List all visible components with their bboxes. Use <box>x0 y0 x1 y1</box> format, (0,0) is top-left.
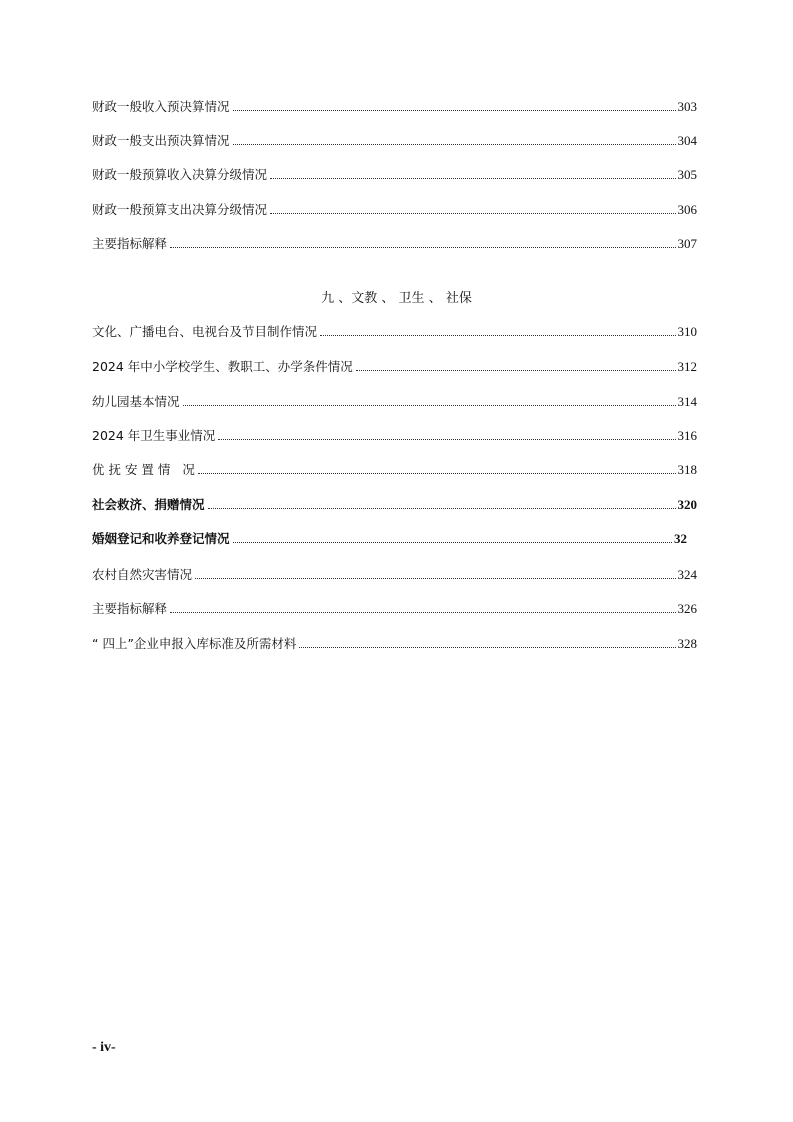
toc-entry-title: 财政一般支出预决算情况 <box>92 133 230 148</box>
toc-entry-title: 2024 年中小学校学生、教职工、办学条件情况 <box>92 359 353 374</box>
toc-leader-dots <box>195 577 675 579</box>
toc-entry-page: 326 <box>677 601 697 616</box>
toc-entry[interactable] <box>92 634 697 654</box>
toc-entry-title: 主要指标解释 <box>92 236 168 251</box>
toc-entry[interactable] <box>92 200 697 220</box>
toc-entry-page: 32 <box>674 531 687 546</box>
toc-entry[interactable] <box>92 599 697 619</box>
toc-entry[interactable] <box>92 426 697 446</box>
toc-entry[interactable] <box>92 234 697 254</box>
toc-leader-dots <box>270 212 675 214</box>
toc-entry[interactable] <box>92 529 687 549</box>
toc-entry-title: 幼儿园基本情况 <box>92 394 180 409</box>
toc-leader-dots <box>170 246 675 248</box>
toc-entry-title: 财政一般预算收入决算分级情况 <box>92 167 268 182</box>
page-number-footer: - iv- <box>92 1040 116 1055</box>
toc-entry-page: 306 <box>677 202 697 217</box>
toc-entry-page: 307 <box>677 236 697 251</box>
toc-entry-page: 314 <box>677 394 697 409</box>
toc-entry-page: 305 <box>677 167 697 182</box>
toc-leader-dots <box>198 472 676 474</box>
toc-entry-page: 304 <box>677 133 697 148</box>
toc-leader-dots <box>270 177 675 179</box>
toc-leader-dots <box>233 541 672 543</box>
toc-entry[interactable] <box>92 165 697 185</box>
toc-entry-title: 主要指标解释 <box>92 601 168 616</box>
toc-leader-dots <box>320 334 675 336</box>
toc-entry-page: 318 <box>677 462 697 477</box>
section-heading: 九 、文教 、 卫生 、 社保 <box>321 291 472 306</box>
toc-leader-dots <box>299 646 675 648</box>
toc-leader-dots <box>208 507 676 509</box>
toc-entry[interactable] <box>92 495 697 515</box>
toc-entry-page: 312 <box>677 359 697 374</box>
toc-leader-dots <box>218 438 675 440</box>
toc-entry[interactable] <box>92 357 697 377</box>
toc-entry-title: 婚姻登记和收养登记情况 <box>92 531 230 546</box>
toc-entry-title: 优 抚 安 置 情 况 <box>92 462 195 477</box>
toc-entry-title: “ 四上”企业申报入库标准及所需材料 <box>92 636 297 651</box>
toc-leader-dots <box>170 611 675 613</box>
toc-entry-title: 社会救济、捐赠情况 <box>92 497 205 512</box>
toc-entry-page: 328 <box>677 636 697 651</box>
toc-entry-page: 320 <box>677 497 697 512</box>
toc-entry-page: 324 <box>677 567 697 582</box>
toc-entry-title: 文化、广播电台、电视台及节目制作情况 <box>92 324 318 339</box>
toc-entry[interactable] <box>92 322 697 342</box>
toc-entry[interactable] <box>92 97 697 117</box>
toc-leader-dots <box>183 404 676 406</box>
toc-entry[interactable] <box>92 131 697 151</box>
toc-entry-title: 2024 年卫生事业情况 <box>92 428 216 443</box>
toc-entry[interactable] <box>92 392 697 412</box>
toc-entry-title: 农村自然灾害情况 <box>92 567 193 582</box>
toc-leader-dots <box>356 369 676 371</box>
toc-entry[interactable] <box>92 565 697 585</box>
toc-entry-title: 财政一般预算支出决算分级情况 <box>92 202 268 217</box>
toc-entry[interactable] <box>92 460 697 480</box>
toc-leader-dots <box>233 109 676 111</box>
toc-entry-page: 316 <box>677 428 697 443</box>
toc-leader-dots <box>233 143 676 145</box>
toc-entry-page: 310 <box>677 324 697 339</box>
toc-entry-title: 财政一般收入预决算情况 <box>92 99 230 114</box>
toc-entry-page: 303 <box>677 99 697 114</box>
